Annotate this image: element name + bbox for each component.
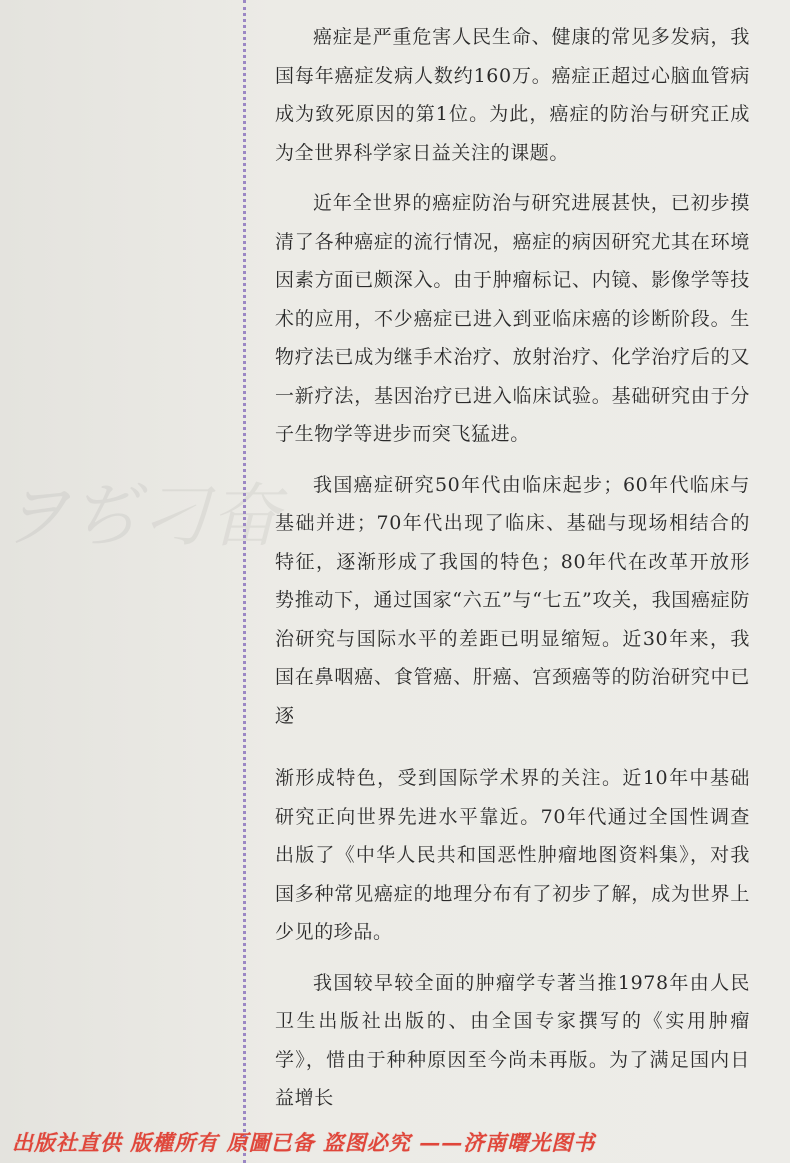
dotted-margin-line: [243, 0, 246, 1163]
copyright-watermark: 出版社直供 版權所有 原圖已备 盗图必究 ——济南曙光图书: [12, 1130, 596, 1155]
paragraph-3-continued: 渐形成特色，受到国际学术界的关注。近10年中基础研究正向世界先进水平靠近。70年代通过全国性调查出版了《中华人民共和国恶性肿瘤地图资料集》，对我国多种常见癌症的地理分布有了初步了解，成为世界上少见的珍品。: [275, 767, 750, 943]
paragraph-3: 我国癌症研究50年代由临床起步；60年代临床与基础并进；70年代出现了临床、基础与现场相结合的特征，逐渐形成了我国的特色；80年代在改革开放形势推动下，通过国家“六五”与“七五”攻关，我国癌症防治研究与国际水平的差距已明显缩短。近30年来，我国在鼻咽癌、食管癌、肝癌、宫颈癌等的防治研究中已逐: [275, 473, 750, 727]
paragraph-2: 近年全世界的癌症防治与研究进展甚快，已初步摸清了各种癌症的流行情况，癌症的病因研究尤其在环境因素方面已颇深入。由于肿瘤标记、内镜、影像学等技术的应用，不少癌症已进入到亚临床癌的诊断阶段。生物疗法已成为继手术治疗、放射治疗、化学治疗后的又一新疗法，基因治疗已进入临床试验。基础研究由于分子生物学等进步而突飞猛进。: [275, 192, 750, 445]
body-text-column: [275, 18, 750, 1118]
show-through-signature: ヲぢ刁奋: [0, 475, 280, 557]
paragraph-1: 癌症是严重危害人民生命、健康的常见多发病，我国每年癌症发病人数约160万。癌症正超过心脑血管病成为致死原因的第1位。为此，癌症的防治与研究正成为全世界科学家日益关注的课题。: [275, 26, 750, 164]
paragraph-4: 我国较早较全面的肿瘤学专著当推1978年由人民卫生出版社出版的、由全国专家撰写的《实用肿瘤学》，惜由于种种原因至今尚未再版。为了满足国内日益增长: [275, 971, 750, 1109]
